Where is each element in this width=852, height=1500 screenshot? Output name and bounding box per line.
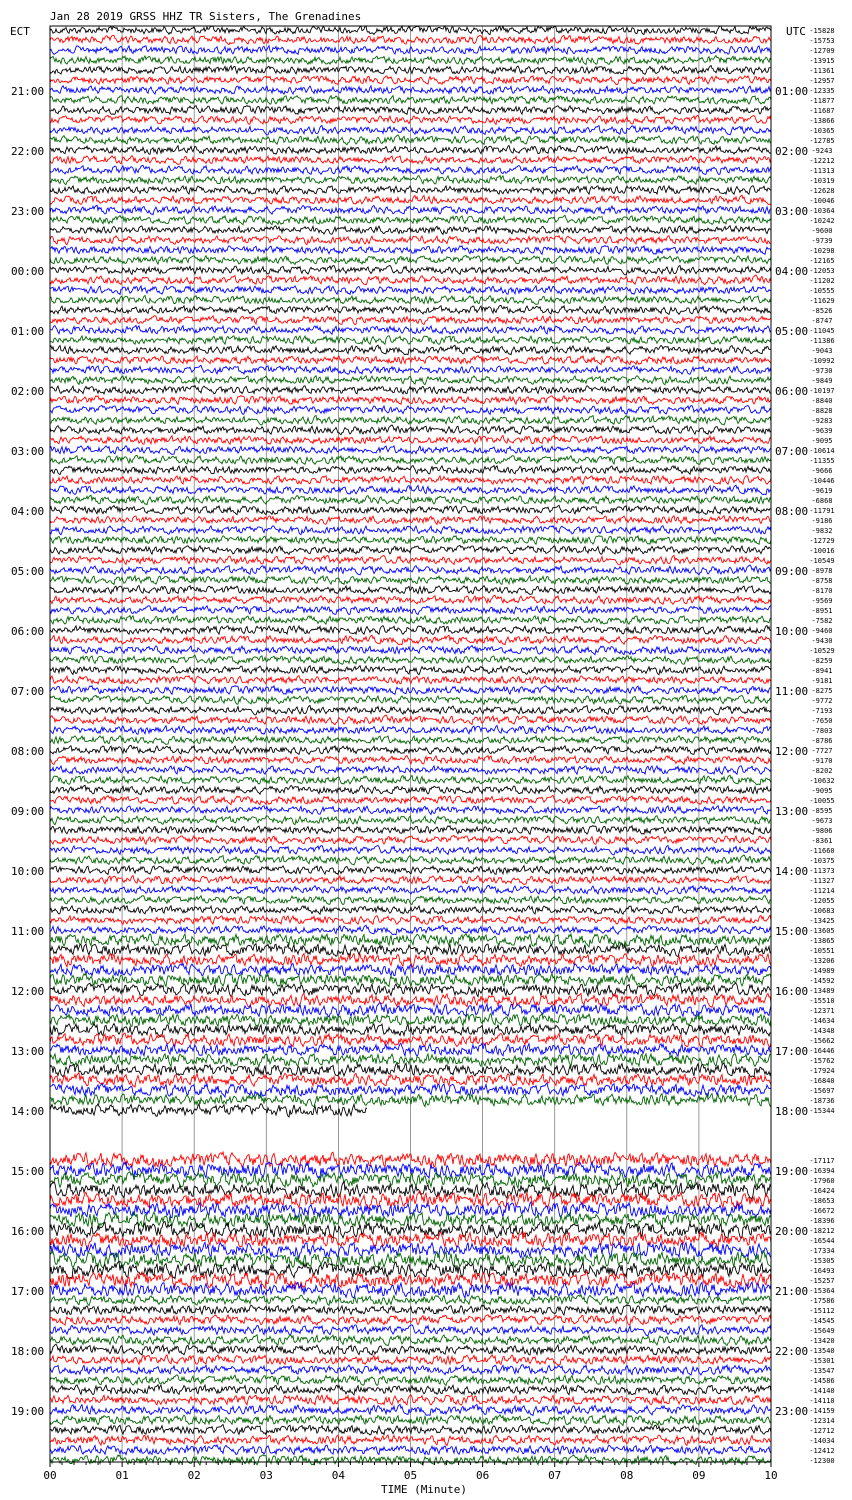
trace-value: -18653 bbox=[809, 1197, 835, 1205]
trace-value: -14592 bbox=[809, 977, 835, 985]
trace-value: -12055 bbox=[809, 897, 835, 905]
left-hour-label: 07:00 bbox=[11, 685, 45, 698]
trace-value: -10365 bbox=[809, 127, 835, 135]
trace-value: -10551 bbox=[809, 947, 835, 955]
right-hour-label: 18:00 bbox=[775, 1105, 809, 1118]
x-tick-label: 05 bbox=[403, 1469, 418, 1482]
right-hour-label: 17:00 bbox=[775, 1045, 809, 1058]
right-hour-label: 08:00 bbox=[775, 505, 809, 518]
trace-value: -16544 bbox=[809, 1237, 835, 1245]
trace-value: -10683 bbox=[809, 907, 835, 915]
trace-value: -10319 bbox=[809, 177, 835, 185]
left-hour-label: 15:00 bbox=[11, 1165, 45, 1178]
trace-value: -9095 bbox=[811, 437, 833, 445]
trace-value: -15753 bbox=[809, 37, 835, 45]
trace-value: -10197 bbox=[809, 387, 835, 395]
trace-value: -7582 bbox=[811, 617, 833, 625]
right-hour-label: 23:00 bbox=[775, 1405, 809, 1418]
trace-value: -7650 bbox=[811, 717, 833, 725]
left-hour-label: 02:00 bbox=[11, 385, 45, 398]
trace-value: -17586 bbox=[809, 1297, 835, 1305]
trace-value: -12371 bbox=[809, 1007, 835, 1015]
x-axis-ticks bbox=[43, 1462, 777, 1482]
trace-value: -9460 bbox=[811, 627, 833, 635]
trace-value: -8170 bbox=[811, 587, 833, 595]
trace-value: -14634 bbox=[809, 1017, 835, 1025]
trace-value: -16446 bbox=[809, 1047, 835, 1055]
trace-value: -12165 bbox=[809, 257, 835, 265]
trace-value: -13915 bbox=[809, 57, 835, 65]
trace-value: -9849 bbox=[811, 377, 833, 385]
trace-value: -17924 bbox=[809, 1067, 835, 1075]
trace-value: -14140 bbox=[809, 1387, 835, 1395]
right-hour-label: 04:00 bbox=[775, 265, 809, 278]
x-tick-label: 00 bbox=[43, 1469, 57, 1482]
trace-value: -16424 bbox=[809, 1187, 835, 1195]
trace-value: -8978 bbox=[811, 567, 833, 575]
x-tick-label: 03 bbox=[259, 1469, 273, 1482]
trace-value: -9181 bbox=[811, 677, 833, 685]
trace-value: -13605 bbox=[809, 927, 835, 935]
trace-value: -14159 bbox=[809, 1407, 835, 1415]
trace-value: -12335 bbox=[809, 87, 835, 95]
x-tick-label: 01 bbox=[115, 1469, 129, 1482]
trace-value: -10375 bbox=[809, 857, 835, 865]
trace-value: -11202 bbox=[809, 277, 835, 285]
x-tick-label: 07 bbox=[548, 1469, 562, 1482]
right-hour-label: 02:00 bbox=[775, 145, 809, 158]
left-hour-label: 16:00 bbox=[11, 1225, 45, 1238]
right-hour-label: 11:00 bbox=[775, 685, 809, 698]
trace-value: -10529 bbox=[809, 647, 835, 655]
trace-value: -10632 bbox=[809, 777, 835, 785]
left-hour-label: 18:00 bbox=[11, 1345, 45, 1358]
trace-value: -8747 bbox=[811, 317, 833, 325]
trace-value: -12729 bbox=[809, 537, 835, 545]
trace-value: -14348 bbox=[809, 1027, 835, 1035]
trace-value: -10992 bbox=[809, 357, 835, 365]
trace-value: -10016 bbox=[809, 547, 835, 555]
right-hour-label: 12:00 bbox=[775, 745, 809, 758]
trace-value: -8259 bbox=[811, 657, 833, 665]
right-hour-label: 15:00 bbox=[775, 925, 809, 938]
trace-value: -10614 bbox=[809, 447, 835, 455]
right-hour-label: 20:00 bbox=[775, 1225, 809, 1238]
trace-value: -13420 bbox=[809, 1337, 835, 1345]
trace-value: -15762 bbox=[809, 1057, 835, 1065]
trace-value: -10055 bbox=[809, 797, 835, 805]
trace-value: -7803 bbox=[811, 727, 833, 735]
trace-value: -15305 bbox=[809, 1257, 835, 1265]
trace-value: -15649 bbox=[809, 1327, 835, 1335]
right-hour-label: 05:00 bbox=[775, 325, 809, 338]
trace-value: -18212 bbox=[809, 1227, 835, 1235]
trace-value: -17960 bbox=[809, 1177, 835, 1185]
trace-value: -9639 bbox=[811, 427, 833, 435]
trace-value: -11045 bbox=[809, 327, 835, 335]
right-hour-label: 06:00 bbox=[775, 385, 809, 398]
trace-value: -8951 bbox=[811, 607, 833, 615]
trace-value: -15257 bbox=[809, 1277, 835, 1285]
left-hour-label: 11:00 bbox=[11, 925, 45, 938]
left-hour-label: 13:00 bbox=[11, 1045, 45, 1058]
trace-value: -9619 bbox=[811, 487, 833, 495]
trace-value: -12712 bbox=[809, 1427, 835, 1435]
trace-value: -8275 bbox=[811, 687, 833, 695]
trace-value: -9666 bbox=[811, 467, 833, 475]
trace-value: -18736 bbox=[809, 1097, 835, 1105]
left-hour-labels bbox=[11, 85, 44, 1418]
trace-value: -8595 bbox=[811, 807, 833, 815]
trace-value: -13206 bbox=[809, 957, 835, 965]
trace-value: -7193 bbox=[811, 707, 833, 715]
left-hour-label: 06:00 bbox=[11, 625, 45, 638]
trace-value: -9243 bbox=[811, 147, 833, 155]
right-hour-label: 21:00 bbox=[775, 1285, 809, 1298]
x-tick-label: 02 bbox=[187, 1469, 201, 1482]
right-hour-label: 22:00 bbox=[775, 1345, 809, 1358]
trace-value: -11877 bbox=[809, 97, 835, 105]
right-hour-label: 14:00 bbox=[775, 865, 809, 878]
trace-value: -14110 bbox=[809, 1397, 835, 1405]
left-hour-label: 21:00 bbox=[11, 85, 45, 98]
trace-value: -7727 bbox=[811, 747, 833, 755]
trace-value: -10364 bbox=[809, 207, 835, 215]
trace-value: -12412 bbox=[809, 1447, 835, 1455]
trace-value: -16493 bbox=[809, 1267, 835, 1275]
x-tick-label: 10 bbox=[764, 1469, 778, 1482]
trace-value: -10298 bbox=[809, 247, 835, 255]
trace-value: -8941 bbox=[811, 667, 833, 675]
trace-value: -12053 bbox=[809, 267, 835, 275]
right-hour-labels bbox=[775, 85, 808, 1418]
trace-value: -9095 bbox=[811, 787, 833, 795]
left-hour-label: 19:00 bbox=[11, 1405, 45, 1418]
trace-value: -11214 bbox=[809, 887, 835, 895]
trace-value: -8840 bbox=[811, 397, 833, 405]
trace-value: -15364 bbox=[809, 1287, 835, 1295]
trace-value: -13865 bbox=[809, 937, 835, 945]
trace-value: -10242 bbox=[809, 217, 835, 225]
trace-value: -9772 bbox=[811, 697, 833, 705]
trace-value: -9600 bbox=[811, 227, 833, 235]
trace-value: -11361 bbox=[809, 67, 835, 75]
trace-value: -9170 bbox=[811, 757, 833, 765]
trace-value: -10555 bbox=[809, 287, 835, 295]
trace-value: -11373 bbox=[809, 867, 835, 875]
x-axis-label: TIME (Minute) bbox=[380, 1483, 468, 1496]
trace-value: -13547 bbox=[809, 1367, 835, 1375]
trace-value: -12785 bbox=[809, 137, 835, 145]
trace-value: -13540 bbox=[809, 1347, 835, 1355]
trace-value: -16394 bbox=[809, 1167, 835, 1175]
trace-value: -12212 bbox=[809, 157, 835, 165]
left-hour-label: 17:00 bbox=[11, 1285, 45, 1298]
trace-value: -11687 bbox=[809, 107, 835, 115]
trace-value: -11355 bbox=[809, 457, 835, 465]
x-tick-label: 04 bbox=[331, 1469, 346, 1482]
left-hour-label: 12:00 bbox=[11, 985, 45, 998]
trace-value: -15510 bbox=[809, 997, 835, 1005]
trace-value: -8786 bbox=[811, 737, 833, 745]
left-hour-label: 04:00 bbox=[11, 505, 45, 518]
trace-value: -14989 bbox=[809, 967, 835, 975]
left-hour-label: 05:00 bbox=[11, 565, 45, 578]
trace-value: -9673 bbox=[811, 817, 833, 825]
left-hour-label: 01:00 bbox=[11, 325, 45, 338]
trace-value-labels bbox=[809, 27, 834, 1465]
trace-value: -15344 bbox=[809, 1107, 835, 1115]
right-hour-label: 13:00 bbox=[775, 805, 809, 818]
trace-value: -15662 bbox=[809, 1037, 835, 1045]
trace-value: -10549 bbox=[809, 557, 835, 565]
right-hour-label: 10:00 bbox=[775, 625, 809, 638]
left-hour-label: 22:00 bbox=[11, 145, 45, 158]
trace-value: -15697 bbox=[809, 1087, 835, 1095]
trace-value: -16840 bbox=[809, 1077, 835, 1085]
right-hour-label: 16:00 bbox=[775, 985, 809, 998]
trace-value: -16672 bbox=[809, 1207, 835, 1215]
trace-value: -9043 bbox=[811, 347, 833, 355]
trace-value: -8202 bbox=[811, 767, 833, 775]
trace-value: -9430 bbox=[811, 637, 833, 645]
trace-value: -15828 bbox=[809, 27, 835, 35]
trace-value: -12957 bbox=[809, 77, 835, 85]
trace-value: -14545 bbox=[809, 1317, 835, 1325]
left-hour-label: 00:00 bbox=[11, 265, 45, 278]
trace-value: -11660 bbox=[809, 847, 835, 855]
trace-value: -10046 bbox=[809, 197, 835, 205]
trace-line bbox=[50, 1104, 367, 1117]
trace-value: -12314 bbox=[809, 1417, 835, 1425]
trace-value: -18396 bbox=[809, 1217, 835, 1225]
trace-value: -15301 bbox=[809, 1357, 835, 1365]
left-hour-label: 09:00 bbox=[11, 805, 45, 818]
x-tick-label: 08 bbox=[620, 1469, 634, 1482]
trace-value: -6868 bbox=[811, 497, 833, 505]
trace-value: -8758 bbox=[811, 577, 833, 585]
trace-value: -13425 bbox=[809, 917, 835, 925]
right-hour-label: 07:00 bbox=[775, 445, 809, 458]
trace-value: -15112 bbox=[809, 1307, 835, 1315]
left-hour-label: 03:00 bbox=[11, 445, 45, 458]
trace-value: -9739 bbox=[811, 237, 833, 245]
left-hour-label: 23:00 bbox=[11, 205, 45, 218]
trace-value: -10446 bbox=[809, 477, 835, 485]
trace-value: -11629 bbox=[809, 297, 835, 305]
trace-value: -12628 bbox=[809, 187, 835, 195]
trace-value: -9283 bbox=[811, 417, 833, 425]
plot-title: Jan 28 2019 GRSS HHZ TR Sisters, The Grenadines bbox=[50, 10, 362, 23]
trace-value: -8526 bbox=[811, 307, 833, 315]
trace-value: -8361 bbox=[811, 837, 833, 845]
trace-value: -11313 bbox=[809, 167, 835, 175]
trace-value: -8828 bbox=[811, 407, 833, 415]
right-hour-label: 01:00 bbox=[775, 85, 809, 98]
trace-value: -12300 bbox=[809, 1457, 835, 1465]
trace-value: -9186 bbox=[811, 517, 833, 525]
right-hour-label: 19:00 bbox=[775, 1165, 809, 1178]
trace-value: -17334 bbox=[809, 1247, 835, 1255]
right-timezone-label: UTC bbox=[786, 25, 806, 38]
trace-value: -11791 bbox=[809, 507, 835, 515]
trace-value: -9832 bbox=[811, 527, 833, 535]
trace-value: -11327 bbox=[809, 877, 835, 885]
trace-value: -14034 bbox=[809, 1437, 835, 1445]
x-tick-label: 06 bbox=[475, 1469, 490, 1482]
left-hour-label: 14:00 bbox=[11, 1105, 45, 1118]
trace-value: -13866 bbox=[809, 117, 835, 125]
x-tick-label: 09 bbox=[692, 1469, 706, 1482]
left-hour-label: 08:00 bbox=[11, 745, 45, 758]
trace-value: -9730 bbox=[811, 367, 833, 375]
trace-value: -9569 bbox=[811, 597, 833, 605]
trace-value: -17117 bbox=[809, 1157, 835, 1165]
right-hour-label: 03:00 bbox=[775, 205, 809, 218]
trace-value: -12709 bbox=[809, 47, 835, 55]
trace-value: -14586 bbox=[809, 1377, 835, 1385]
trace-value: -9806 bbox=[811, 827, 833, 835]
trace-value: -13489 bbox=[809, 987, 835, 995]
right-hour-label: 09:00 bbox=[775, 565, 809, 578]
trace-value: -11386 bbox=[809, 337, 835, 345]
left-hour-label: 10:00 bbox=[11, 865, 45, 878]
left-timezone-label: ECT bbox=[10, 25, 30, 38]
